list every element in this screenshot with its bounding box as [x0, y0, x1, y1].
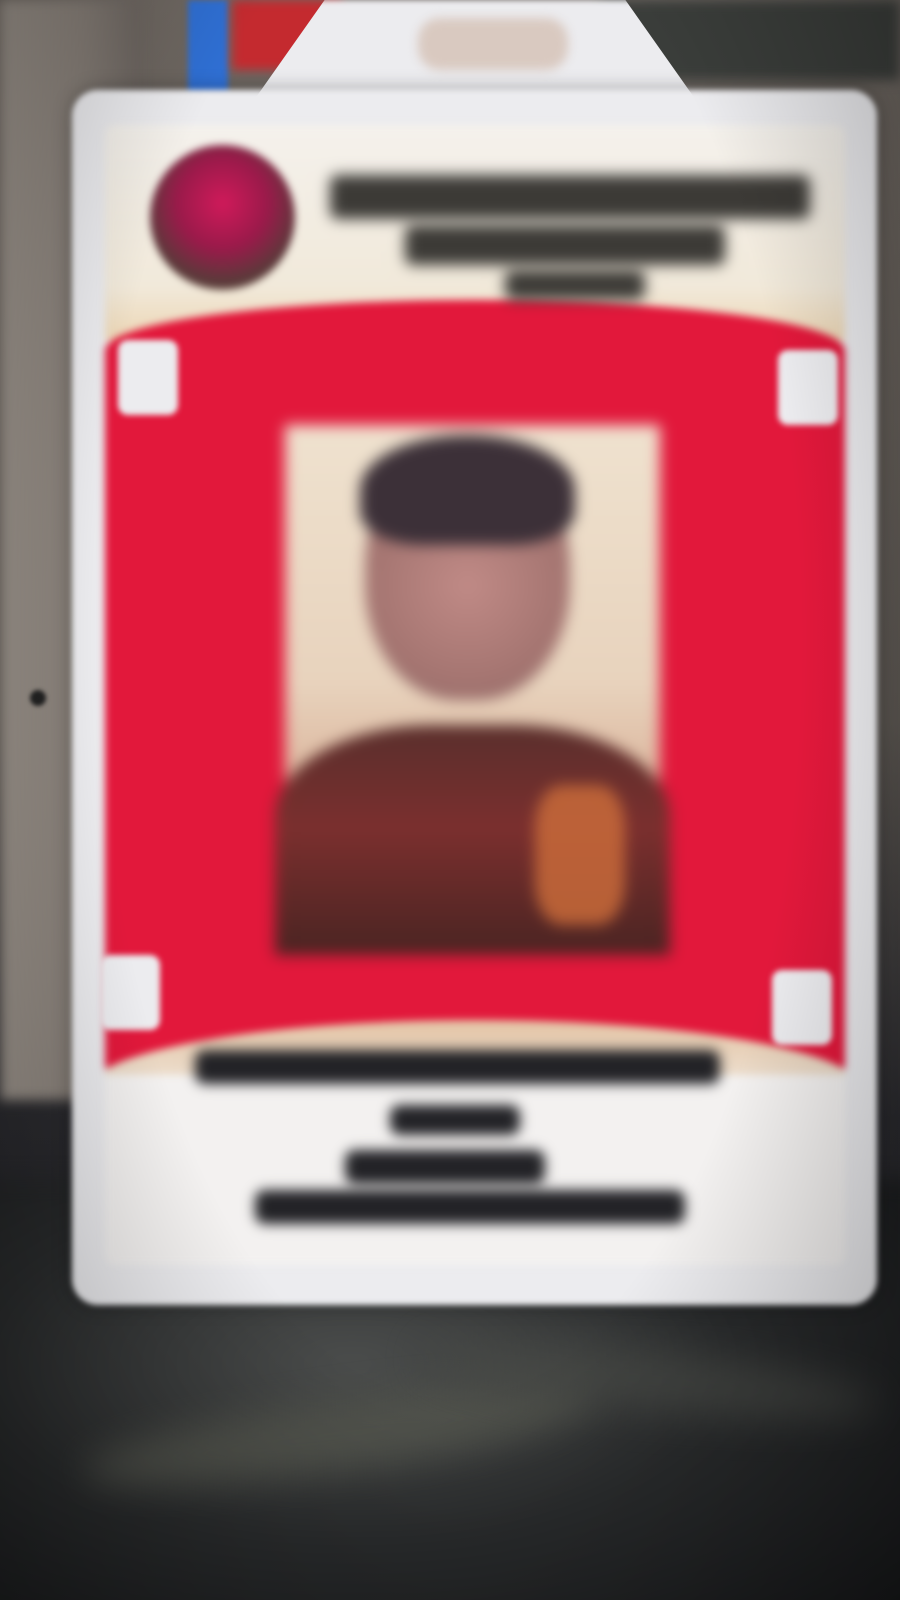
portrait-photo — [285, 425, 660, 940]
holder-clip-notch — [772, 970, 832, 1045]
organization-logo — [150, 145, 295, 290]
blurred-id-text — [345, 1150, 545, 1184]
blurred-unit-text — [255, 1190, 685, 1224]
blurred-title-text — [390, 1105, 520, 1135]
holder-clip-notch — [100, 955, 160, 1030]
blurred-name-text — [195, 1050, 720, 1084]
badge-holder-slot — [418, 18, 568, 70]
holder-clip-notch — [118, 340, 178, 415]
id-card — [105, 125, 845, 1265]
lanyard-blue-strap — [188, 0, 228, 95]
blurred-header-text-line — [505, 270, 645, 300]
holder-clip-notch — [778, 350, 838, 425]
blurred-header-text-line — [330, 175, 810, 219]
wall-hole — [30, 690, 46, 706]
portrait-hair — [360, 435, 575, 545]
portrait-accent — [535, 785, 625, 925]
blurred-header-text-line — [405, 225, 725, 265]
